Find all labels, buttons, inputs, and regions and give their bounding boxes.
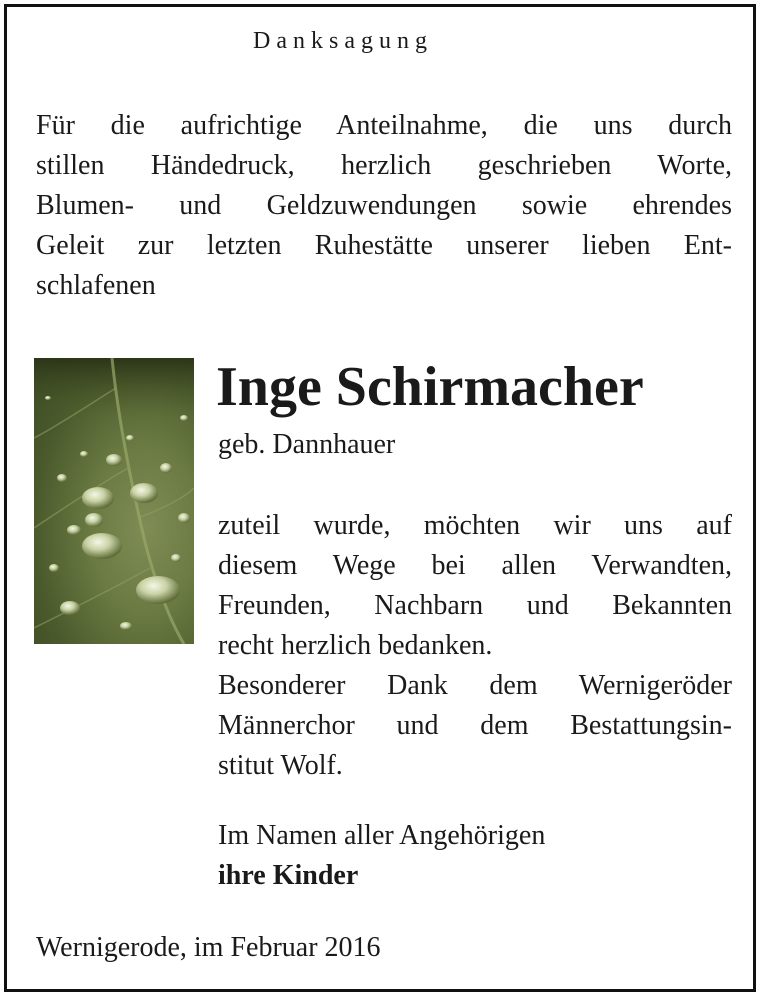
thanks-line: stitut Wolf. — [218, 750, 343, 781]
closing-block — [218, 816, 545, 896]
thanks-line: Besonderer Dank dem Wernigeröder — [218, 670, 732, 701]
thanks-line: Männerchor und dem Bestattungsin- — [218, 710, 732, 741]
place-date: Wernigerode, im Februar 2016 — [36, 932, 381, 963]
intro-line: Für die aufrichtige Anteilnahme, die uns durch — [36, 110, 732, 141]
intro-line: stillen Händedruck, herzlich geschrieben Worte, — [36, 150, 732, 181]
intro-line: Geleit zur letzten Ruhestätte unserer lieben Ent- — [36, 230, 732, 261]
signer: ihre Kinder — [218, 860, 359, 891]
intro-line: Blumen- und Geldzuwendungen sowie ehrendes — [36, 190, 732, 221]
intro-line: schlafenen — [36, 270, 156, 301]
intro-paragraph — [36, 106, 732, 306]
thanks-line: zuteil wurde, möchten wir uns auf — [218, 510, 732, 541]
notice-heading: Danksagung — [253, 28, 433, 54]
thanks-line: Freunden, Nachbarn und Bekannten — [218, 590, 732, 621]
maiden-name: geb. Dannhauer — [218, 429, 396, 460]
deceased-name: Inge Schirmacher — [216, 356, 644, 418]
closing-phrase: Im Namen aller Angehörigen — [218, 820, 546, 851]
thanks-line: recht herzlich bedanken. — [218, 630, 493, 661]
leaf-water-drops-photo — [34, 358, 194, 644]
thanks-paragraph — [218, 506, 732, 786]
thanks-line: diesem Wege bei allen Verwandten, — [218, 550, 732, 581]
